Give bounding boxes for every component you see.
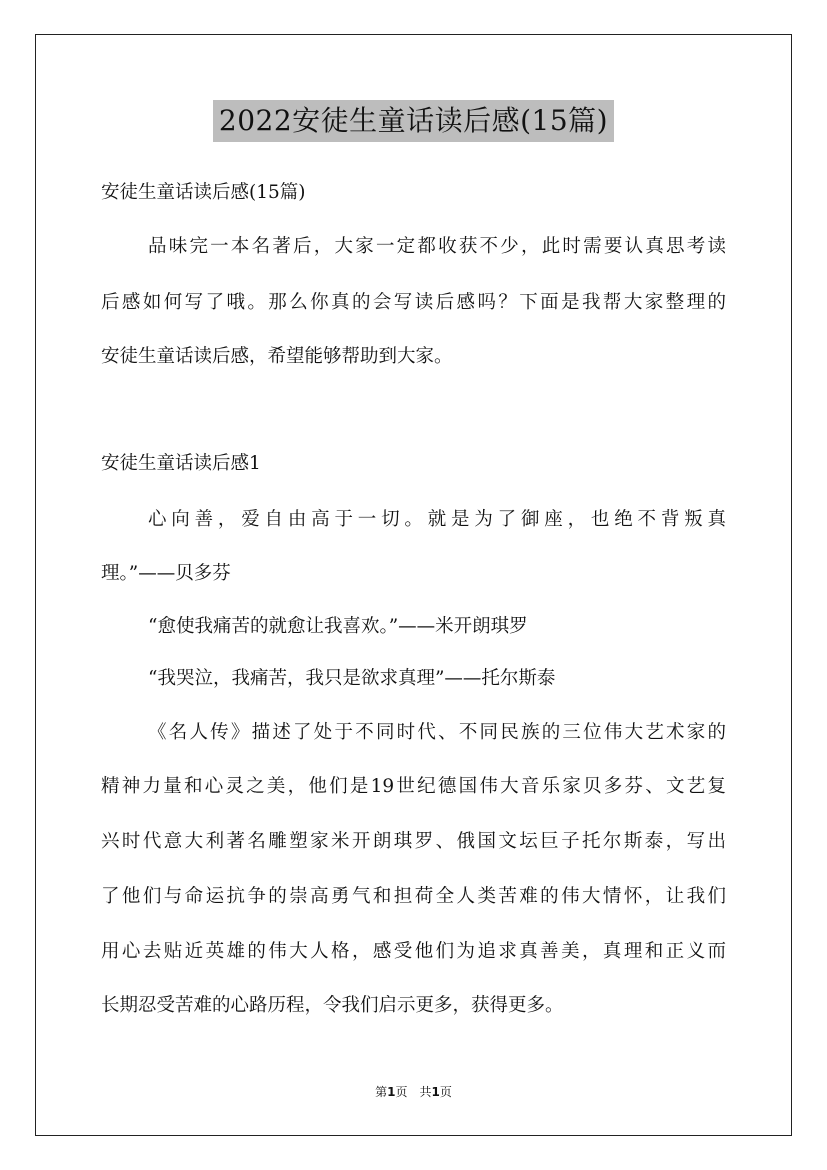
quote-1-line-1: 心向善，爱自由高于一切。就是为了御座，也绝不背叛真 <box>148 509 726 530</box>
footer-post: 页 <box>439 1085 452 1099</box>
quote-1-line-2: 理。”——贝多芬 <box>101 563 231 584</box>
footer-page-num: 1 <box>387 1085 396 1099</box>
page-footer <box>0 1083 827 1100</box>
footer-pre: 第 <box>375 1085 388 1099</box>
footer-page-total: 1 <box>431 1085 440 1099</box>
para-line-5: 用心去贴近英雄的伟大人格，感受他们为追求真善美，真理和正义而 <box>101 941 726 962</box>
document-title: 2022安徒生童话读后感(15篇) <box>213 100 614 142</box>
title-container <box>0 100 827 142</box>
para-line-6: 长期忍受苦难的心路历程，令我们启示更多，获得更多。 <box>101 995 564 1016</box>
intro-line-2: 后感如何写了哦。那么你真的会写读后感吗？下面是我帮大家整理的 <box>101 292 726 313</box>
para-line-4: 了他们与命运抗争的崇高勇气和担荷全人类苦难的伟大情怀，让我们 <box>101 886 726 907</box>
document-subtitle: 安徒生童话读后感(15篇) <box>101 182 306 203</box>
section-heading-1: 安徒生童话读后感1 <box>101 453 261 474</box>
para-line-3: 兴时代意大利著名雕塑家米开朗琪罗、俄国文坛巨子托尔斯泰，写出 <box>101 831 726 852</box>
para-line-2: 精神力量和心灵之美，他们是19世纪德国伟大音乐家贝多芬、文艺复 <box>101 776 726 797</box>
para-line-1: 《名人传》描述了处于不同时代、不同民族的三位伟大艺术家的 <box>148 722 726 743</box>
intro-line-1: 品味完一本名著后，大家一定都收获不少，此时需要认真思考读 <box>148 236 726 257</box>
quote-3: “我哭泣，我痛苦，我只是欲求真理”——托尔斯泰 <box>148 668 556 689</box>
quote-2: “愈使我痛苦的就愈让我喜欢。”——米开朗琪罗 <box>148 616 528 637</box>
intro-line-3: 安徒生童话读后感，希望能够帮助到大家。 <box>101 346 453 367</box>
footer-mid: 页 共 <box>395 1085 432 1099</box>
